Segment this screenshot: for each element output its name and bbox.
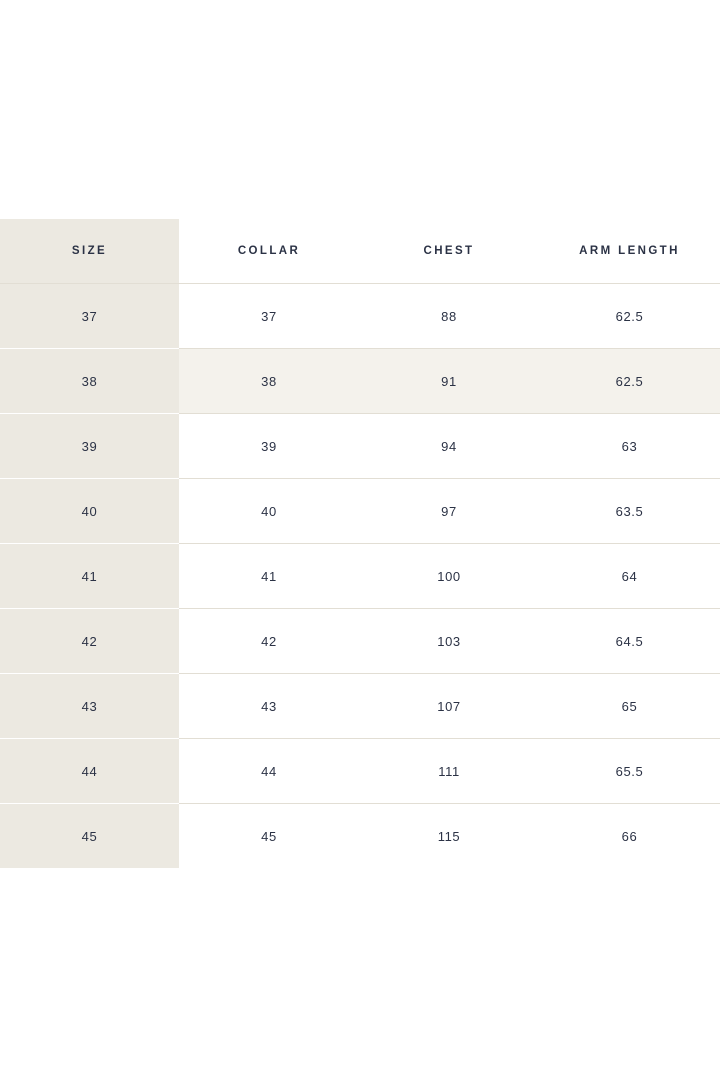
cell-collar: 40 bbox=[179, 479, 359, 544]
cell-chest: 94 bbox=[359, 414, 539, 479]
table-row bbox=[0, 349, 720, 414]
column-header-chest: CHEST bbox=[359, 219, 539, 284]
cell-arm-length: 62.5 bbox=[539, 349, 720, 414]
cell-size: 40 bbox=[0, 479, 179, 544]
table-row bbox=[0, 674, 720, 739]
cell-collar: 43 bbox=[179, 674, 359, 739]
cell-collar: 38 bbox=[179, 349, 359, 414]
cell-arm-length: 63 bbox=[539, 414, 720, 479]
table-row bbox=[0, 414, 720, 479]
cell-collar: 45 bbox=[179, 804, 359, 869]
cell-size: 45 bbox=[0, 804, 179, 869]
cell-size: 41 bbox=[0, 544, 179, 609]
table-row bbox=[0, 739, 720, 804]
table-row bbox=[0, 804, 720, 869]
column-header-size: SIZE bbox=[0, 219, 179, 284]
column-header-arm-length: ARM LENGTH bbox=[539, 219, 720, 284]
size-chart-table bbox=[0, 219, 720, 868]
cell-chest: 103 bbox=[359, 609, 539, 674]
cell-arm-length: 65.5 bbox=[539, 739, 720, 804]
cell-size: 42 bbox=[0, 609, 179, 674]
cell-chest: 107 bbox=[359, 674, 539, 739]
table-row bbox=[0, 479, 720, 544]
cell-collar: 41 bbox=[179, 544, 359, 609]
cell-size: 37 bbox=[0, 284, 179, 349]
table-header bbox=[0, 219, 720, 284]
cell-arm-length: 64 bbox=[539, 544, 720, 609]
table-body bbox=[0, 284, 720, 869]
column-header-collar: COLLAR bbox=[179, 219, 359, 284]
cell-chest: 111 bbox=[359, 739, 539, 804]
cell-collar: 39 bbox=[179, 414, 359, 479]
cell-size: 38 bbox=[0, 349, 179, 414]
cell-chest: 115 bbox=[359, 804, 539, 869]
cell-arm-length: 64.5 bbox=[539, 609, 720, 674]
size-chart-container bbox=[0, 219, 720, 868]
cell-collar: 37 bbox=[179, 284, 359, 349]
cell-collar: 42 bbox=[179, 609, 359, 674]
cell-size: 39 bbox=[0, 414, 179, 479]
cell-size: 44 bbox=[0, 739, 179, 804]
cell-chest: 88 bbox=[359, 284, 539, 349]
cell-arm-length: 63.5 bbox=[539, 479, 720, 544]
cell-arm-length: 62.5 bbox=[539, 284, 720, 349]
cell-chest: 100 bbox=[359, 544, 539, 609]
cell-size: 43 bbox=[0, 674, 179, 739]
table-header-row bbox=[0, 219, 720, 284]
cell-arm-length: 66 bbox=[539, 804, 720, 869]
cell-arm-length: 65 bbox=[539, 674, 720, 739]
table-row bbox=[0, 609, 720, 674]
table-row bbox=[0, 284, 720, 349]
cell-chest: 97 bbox=[359, 479, 539, 544]
cell-chest: 91 bbox=[359, 349, 539, 414]
table-row bbox=[0, 544, 720, 609]
cell-collar: 44 bbox=[179, 739, 359, 804]
